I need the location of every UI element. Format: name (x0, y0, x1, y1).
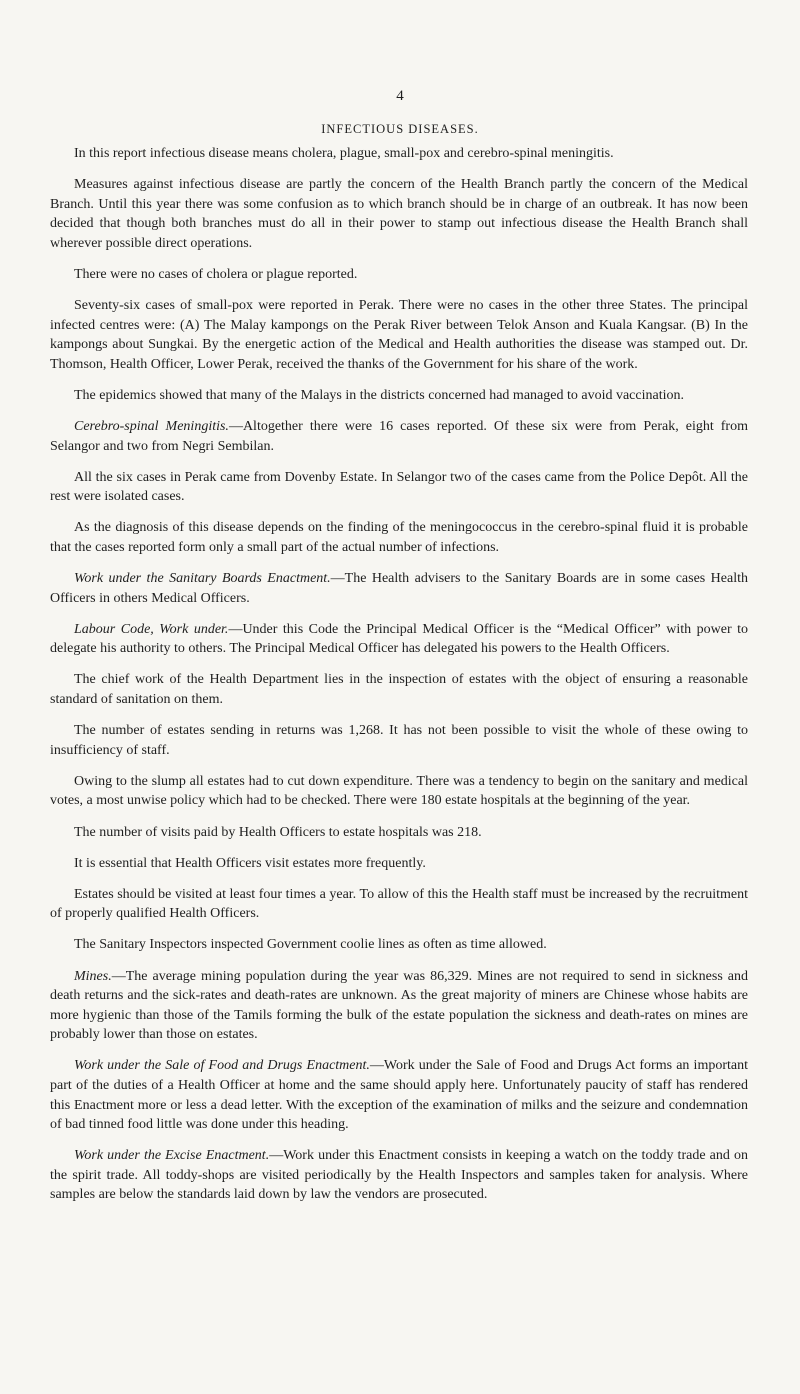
paragraph-vaccination: The epidemics showed that many of the Malays in the districts concerned had managed to avoid vaccination. (74, 387, 684, 403)
paragraph-lead: Work under the Sale of Food and Drugs Enactment. (74, 1058, 370, 1074)
paragraph-slump: Owing to the slump all estates had to cut down expenditure. There was a tendency to begin on the sanitary and medical votes, a most unwise policy which had to be checked. There were 180 estate hospitals at the beginning of the year. (50, 773, 748, 809)
paragraph-lead: Work under the Excise Enactment. (74, 1148, 270, 1164)
paragraph-lead: Labour Code, Work under. (74, 621, 229, 637)
paragraph-excise: Work under the Excise Enactment.—Work under this Enactment consists in keeping a watch on the toddy trade and on the spirit trade. All toddy-shops are visited periodically by the Health Inspectors and samples taken for analysis. Where samples are below the standards laid down by law the vendors are prosecuted. (50, 1148, 748, 1203)
paragraph-mines: Mines.—The average mining population during the year was 86,329. Mines are not required to send in sickness and death returns and the sick-rates and death-rates are unknown. As the great majority of miners are Chinese whose habits are more hygienic than those of the Tamils forming the bulk of the estate population the sickness and death-rates on mines are probably lower than those on estates. (50, 968, 748, 1043)
paragraph-diagnosis: As the diagnosis of this disease depends on the finding of the meningococcus in the cerebro-spinal fluid it is probable that the cases reported form only a small part of the actual number of infections. (50, 520, 748, 555)
paragraph-lead: Cerebro-spinal Meningitis. (74, 419, 229, 435)
paragraph-lead: Work under the Sanitary Boards Enactment. (74, 571, 331, 587)
paragraph-definition: In this report infectious disease means cholera, plague, small-pox and cerebro-spinal meningitis. (74, 146, 614, 161)
paragraph-coolie-lines: The Sanitary Inspectors inspected Government coolie lines as often as time allowed. (74, 937, 547, 953)
section-heading: INFECTIOUS DISEASES. (321, 122, 479, 136)
page-number: 4 (396, 88, 404, 104)
paragraph-labour-code: Labour Code, Work under.—Under this Code the Principal Medical Officer is the “Medical Officer” with power to delegate his authority to others. The Principal Medical Officer has delegated his powers to the Health Officers. (50, 621, 749, 657)
paragraph-essential: It is essential that Health Officers visit estates more frequently. (74, 855, 426, 871)
paragraph-lead: Mines. (74, 968, 112, 984)
paragraph-meningitis: Cerebro-spinal Meningitis.—Altogether there were 16 cases reported. Of these six were from Perak, eight from Selangor and two from Negri Sembilan. (50, 419, 748, 454)
paragraph-dovenby: All the six cases in Perak came from Dovenby Estate. In Selangor two of the cases came from the Police Depôt. All the rest were isolated cases. (50, 469, 748, 505)
paragraph-visits: The number of visits paid by Health Officers to estate hospitals was 218. (74, 824, 482, 840)
paragraph-small-pox: Seventy-six cases of small-pox were reported in Perak. There were no cases in the other three States. The principal infected centres were: (A) The Malay kampongs on the Perak River between Telok Anson and Kuala Kangsar. (B) In the kampongs about Sungkai. By the energetic action of the Medical and Health authorities the disease was stamped out. Dr. Thomson, Health Officer, Lower Perak, received the thanks of the Government for his share of the work. (50, 298, 748, 372)
paragraph-frequency: Estates should be visited at least four times a year. To allow of this the Health staff must be increased by the recruitment of properly qualified Health Officers. (50, 886, 748, 922)
paragraph-measures: Measures against infectious disease are partly the concern of the Health Branch partly the concern of the Medical Branch. Until this year there was some confusion as to which branch should be in charge of an outbreak. It has now been decided that though both branches must do all in their power to stamp out infectious disease the Health Branch shall wherever possible direct operations. (50, 177, 748, 251)
paragraph-cholera-plague: There were no cases of cholera or plague reported. (74, 266, 358, 282)
paragraph-returns: The number of estates sending in returns was 1,268. It has not been possible to visit the whole of these owing to insufficiency of staff. (50, 723, 748, 758)
paragraph-sanitary-boards: Work under the Sanitary Boards Enactment.—The Health advisers to the Sanitary Boards are in some cases Health Officers in others Medical Officers. (50, 571, 749, 606)
paragraph-inspection: The chief work of the Health Department lies in the inspection of estates with the object of ensuring a reasonable standard of sanitation on them. (50, 672, 748, 708)
paragraph-food-drugs: Work under the Sale of Food and Drugs Enactment.—Work under the Sale of Food and Drugs Act forms an important part of the duties of a Health Officer at home and the same should apply here. Unfortunately paucity of staff has rendered this Enactment more or less a dead letter. With the exception of the examination of milks and the seizure and condemnation of bad tinned food little was done under this heading. (50, 1058, 748, 1133)
body-text (50, 144, 748, 1217)
